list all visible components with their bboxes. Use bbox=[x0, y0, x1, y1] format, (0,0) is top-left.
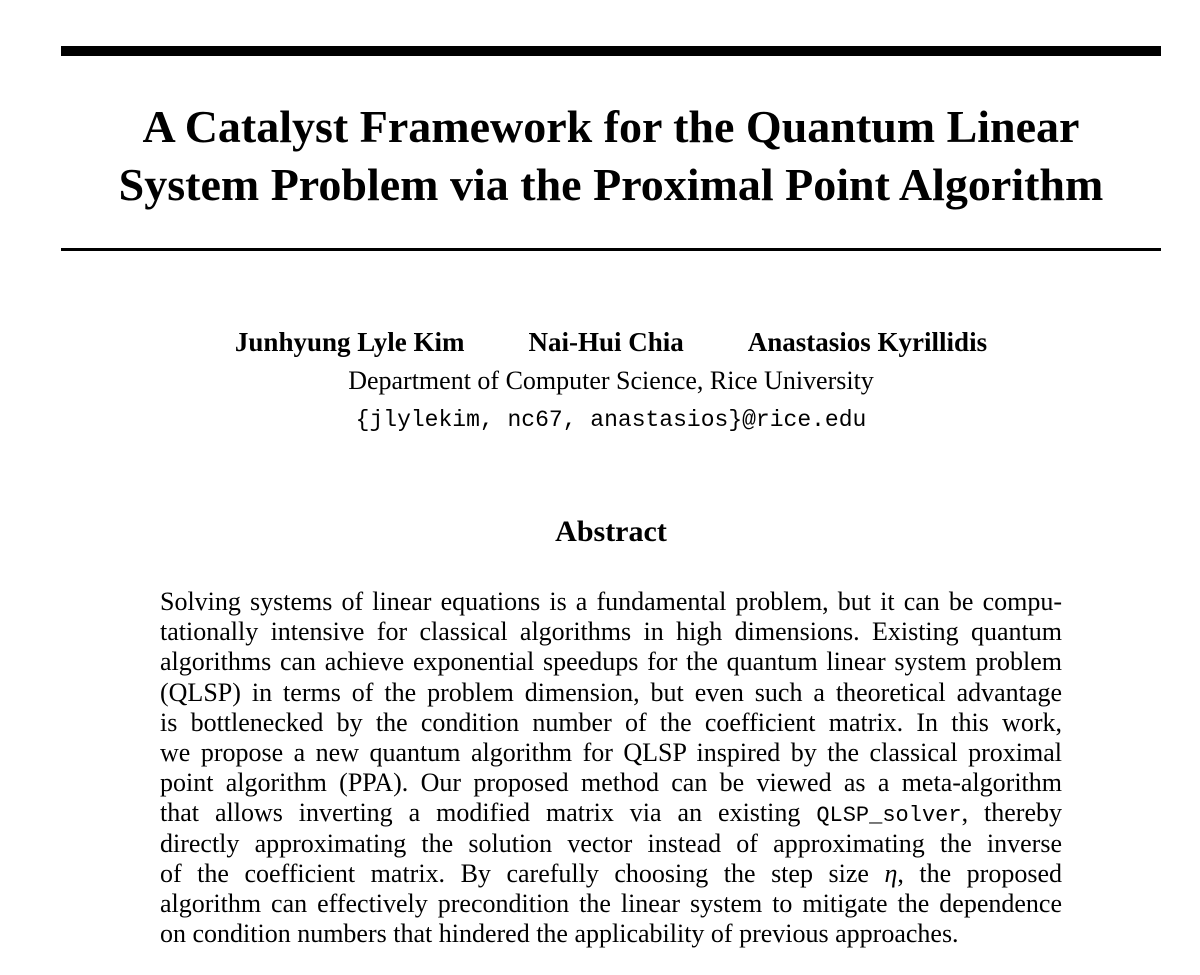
abstract-line bbox=[160, 859, 1062, 889]
abstract-line: we propose a new quantum algorithm for QLSP inspired by the classical proximal bbox=[160, 737, 1062, 767]
abstract-line bbox=[160, 798, 1062, 828]
code-inline: QLSP_solver bbox=[816, 803, 962, 829]
math-symbol: η bbox=[884, 858, 898, 888]
abstract-line: algorithms can achieve exponential speedups for the quantum linear system problem bbox=[160, 647, 1062, 677]
author-name: Anastasios Kyrillidis bbox=[747, 327, 988, 357]
paper-title bbox=[61, 98, 1161, 214]
affiliation: Department of Computer Science, Rice University bbox=[348, 366, 874, 395]
abstract-text: , thereby bbox=[961, 798, 1062, 828]
abstract-text: , the proposed bbox=[897, 858, 1062, 888]
author-name: Junhyung Lyle Kim bbox=[234, 327, 465, 357]
title-bottom-rule bbox=[61, 248, 1161, 251]
abstract-body bbox=[160, 587, 1062, 949]
abstract-line: on condition numbers that hindered the applicability of previous approaches. bbox=[160, 919, 959, 949]
author-name: Nai-Hui Chia bbox=[528, 327, 684, 357]
abstract-line: algorithm can effectively precondition the linear system to mitigate the dependence bbox=[160, 888, 1062, 918]
author-list bbox=[0, 324, 1200, 360]
abstract-line: point algorithm (PPA). Our proposed method can be viewed as a meta-algorithm bbox=[160, 768, 1062, 798]
abstract-line: tationally intensive for classical algorithms in high dimensions. Existing quantum bbox=[160, 617, 1062, 647]
email-address: {jlylekim, nc67, anastasios}@rice.edu bbox=[355, 407, 867, 433]
abstract-line: is bottlenecked by the condition number of the coefficient matrix. In this work, bbox=[160, 707, 1062, 737]
abstract-text: of the coefficient matrix. By carefully choosing the step size bbox=[160, 858, 885, 888]
abstract-text: that allows inverting a modified matrix via an existing bbox=[160, 798, 817, 828]
abstract-line: Solving systems of linear equations is a fundamental problem, but it can be compu- bbox=[160, 587, 1062, 616]
abstract-line: (QLSP) in terms of the problem dimension, but even such a theoretical advantage bbox=[160, 677, 1062, 707]
abstract-line: directly approximating the solution vector instead of approximating the inverse bbox=[160, 828, 1062, 858]
title-line: System Problem via the Proximal Point Algorithm bbox=[118, 159, 1104, 210]
title-line: A Catalyst Framework for the Quantum Linear bbox=[142, 101, 1080, 152]
abstract-heading: Abstract bbox=[555, 515, 667, 548]
top-rule bbox=[61, 46, 1161, 56]
